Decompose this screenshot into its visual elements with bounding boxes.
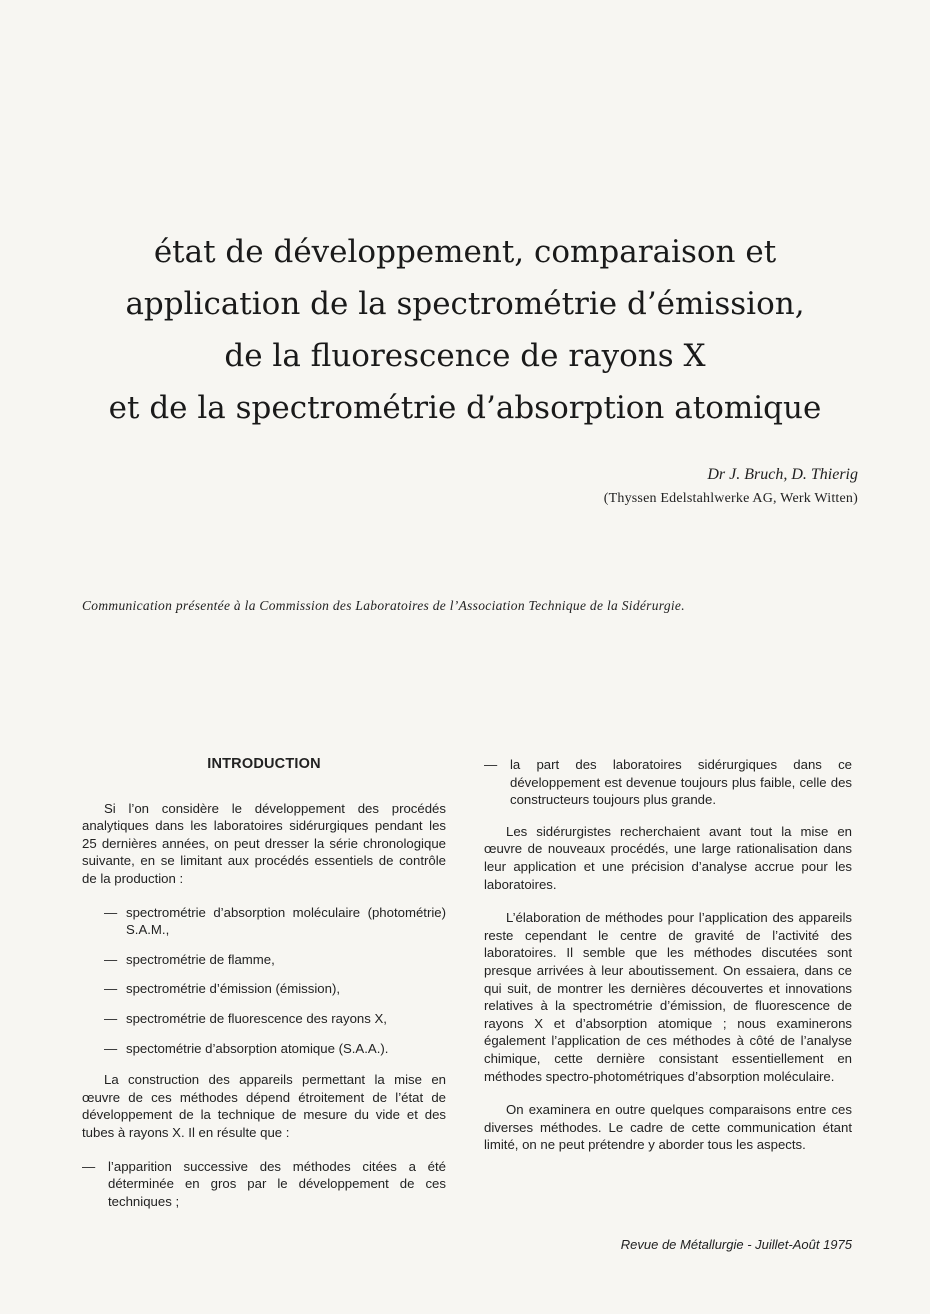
list-item: — spectrométrie de flamme, (104, 951, 275, 967)
article-title (60, 226, 870, 434)
construction-paragraph: La construction des appareils permettant la mise en œuvre de ces méthodes dépend étroitement de l’état de développement de la technique de mesure du vide et des tubes à rayons X. Il en résulte que : (82, 1072, 446, 1140)
list-item: — spectrométrie de fluorescence des rayons X, (104, 1010, 387, 1026)
journal-footer: Revue de Métallurgie - Juillet-Août 1975 (620, 1237, 852, 1252)
list-item: — spectrométrie d’émission (émission), (104, 981, 340, 997)
list-item: — spectométrie d’absorption atomique (S.A.A.). (104, 1040, 389, 1056)
list-item: — spectrométrie d’absorption moléculaire (photométrie) S.A.M., (104, 904, 446, 938)
list-item: — l’apparition successive des méthodes citées a été déterminée en gros par le développement de ces techniques ; (82, 1158, 446, 1209)
body-paragraph: L’élaboration de méthodes pour l’application des appareils reste cependant le centre de gravité de l’activité des laboratoires. Il semble que les méthodes discutées sont presque arrivées à leur aboutissement. On essaiera, dans ce qui suit, de montrer les dernières découvertes et innovations relatives à la spectrométrie d’émission, de fluorescence de rayons X et d’absorption atomique ; nous examinerons également l’application de ces méthodes à côté de l’analyse chimique, cette dernière consistant essentiellement en méthodes spectro-photométriques d’absorption moléculaire. (484, 910, 852, 1084)
communication-note: Communication présentée à la Commission des Laboratoires de l’Association Technique de la Sidérurgie. (82, 598, 685, 613)
title-line: application de la spectrométrie d’émission, (125, 286, 805, 322)
title-line: de la fluorescence de rayons X (224, 338, 706, 374)
body-paragraph: On examinera en outre quelques comparaisons entre ces diverses méthodes. Le cadre de cette communication étant limité, on ne peut prétendre y aborder tous les aspects. (484, 1102, 852, 1153)
title-line: état de développement, comparaison et (153, 234, 777, 270)
methods-list (82, 904, 446, 1058)
consequence-list-continued (484, 756, 852, 809)
consequence-list (82, 1158, 446, 1211)
right-column (484, 756, 852, 1170)
intro-paragraph: Si l’on considère le développement des procédés analytiques dans les laboratoires sidérurgiques pendant les 25 dernières années, on peut dresser la série chronologique suivante, en se limitant aux procédés essentiels de contrôle de la production : (82, 800, 446, 886)
list-item: — la part des laboratoires sidérurgiques dans ce développement est devenue toujours plus faible, celle des constructeurs toujours plus grande. (484, 757, 852, 808)
title-line: et de la spectrométrie d’absorption atomique (108, 390, 822, 426)
body-paragraph: Les sidérurgistes recherchaient avant tout la mise en œuvre de nouveaux procédés, une large rationalisation dans leur application et une précision d’analyse accrue pour les laboratoires. (484, 823, 852, 892)
affiliation: (Thyssen Edelstahlwerke AG, Werk Witten) (603, 491, 858, 506)
authors: Dr J. Bruch, D. Thierig (707, 466, 858, 483)
left-column (82, 756, 446, 1224)
section-heading: INTRODUCTION (207, 756, 321, 772)
